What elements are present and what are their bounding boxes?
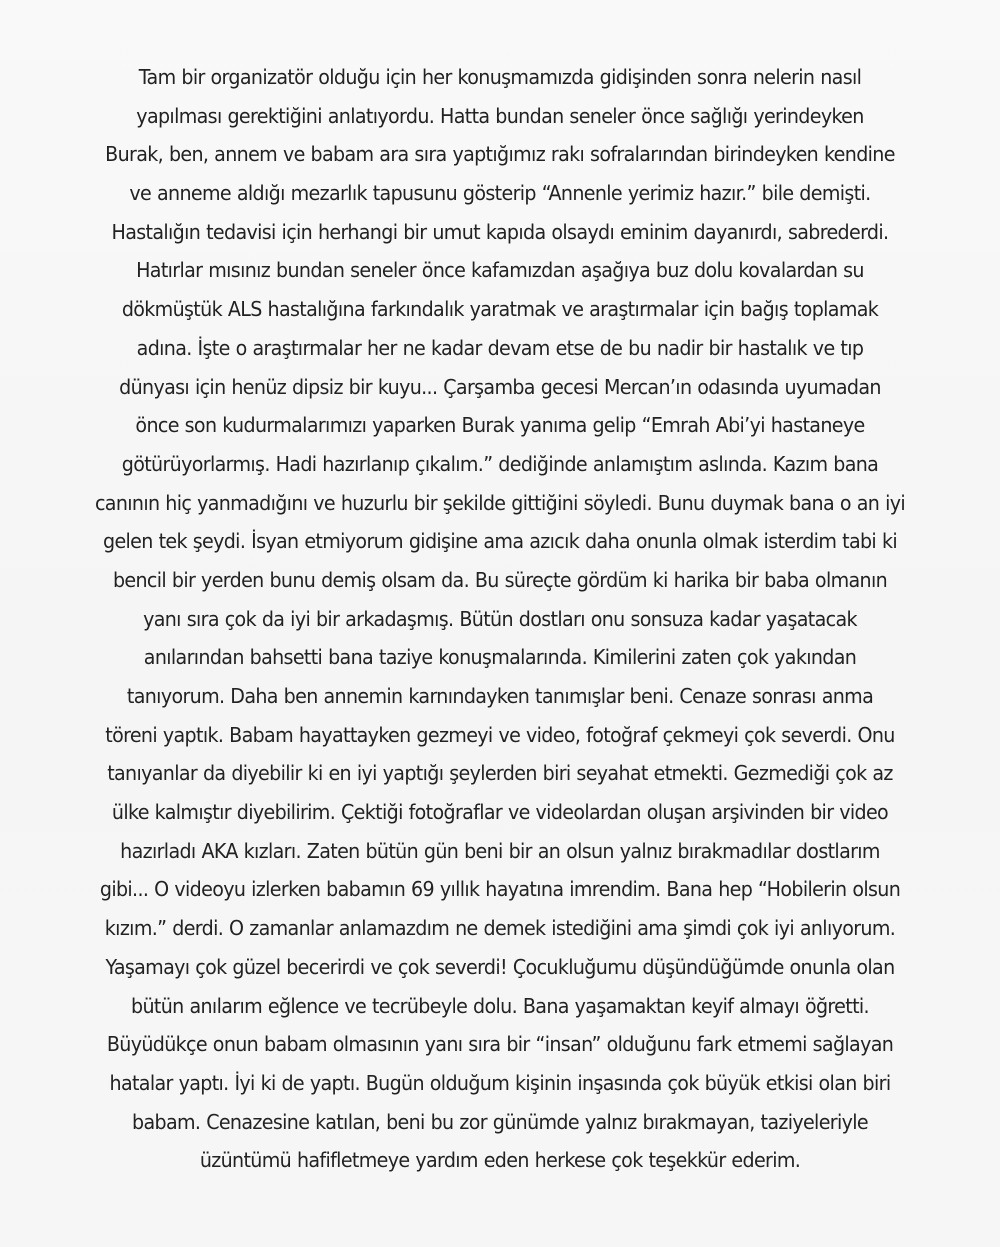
text-line: töreni yaptık. Babam hayattayken gezmeyi ve video, fotoğraf çekmeyi çok severdi. Onu bbox=[105, 722, 895, 747]
text-line: Burak, ben, annem ve babam ara sıra yaptığımız rakı sofralarından birindeyken kendine bbox=[105, 142, 895, 167]
text-line: yanı sıra çok da iyi bir arkadaşmış. Bütün dostları onu sonsuza kadar yaşatacak bbox=[143, 606, 857, 631]
text-line: ve anneme aldığı mezarlık tapusunu gösterip “Annenle yerimiz hazır.” bile demişti. bbox=[129, 181, 871, 206]
statement-text bbox=[0, 58, 1000, 1180]
text-line: Tam bir organizatör olduğu için her konuşmamızda gidişinden sonra nelerin nasıl bbox=[138, 65, 862, 89]
text-line: anılarından bahsetti bana taziye konuşmalarında. Kimilerini zaten çok yakından bbox=[143, 645, 857, 670]
text-line: üzüntümü hafifletmeye yardım eden herkese çok teşekkür ederim. bbox=[199, 1148, 801, 1173]
text-line: Hastalığın tedavisi için herhangi bir umut kapıda olsaydı eminim dayanırdı, sabrederdi. bbox=[111, 219, 889, 244]
text-line: önce son kudurmalarımızı yaparken Burak yanıma gelip “Emrah Abi’yi hastaneye bbox=[135, 413, 865, 438]
text-line: tanıyorum. Daha ben annemin karnındayken tanımışlar beni. Cenaze sonrası anma bbox=[126, 684, 874, 708]
text-line: dökmüştük ALS hastalığına farkındalık yaratmak ve araştırmalar için bağış toplamak bbox=[121, 297, 879, 322]
text-line: dünyası için henüz dipsiz bir kuyu... Çarşamba gecesi Mercan’ın odasında uyumadan bbox=[119, 374, 881, 399]
text-line: bencil bir yerden bunu demiş olsam da. Bu süreçte gördüm ki harika bir baba olmanın bbox=[112, 567, 888, 592]
text-line: ülke kalmıştır diyebilirim. Çektiği fotoğraflar ve videolardan oluşan arşivinden bir video bbox=[111, 800, 889, 825]
text-line: tanıyanlar da diyebilir ki en iyi yaptığı şeylerden biri seyahat etmekti. Gezmediği çok az bbox=[107, 761, 893, 786]
text-line: götürüyorlarmış. Hadi hazırlanıp çıkalım.” dediğinde anlamıştım aslında. Kazım bana bbox=[121, 451, 879, 476]
text-line: gibi... O videoyu izlerken babamın 69 yıllık hayatına imrendim. Bana hep “Hobilerin olsun bbox=[99, 877, 901, 902]
text-line: Yaşamayı çok güzel becerirdi ve çok severdi! Çocukluğumu düşündüğümde onunla olan bbox=[105, 954, 895, 979]
text-line: hatalar yaptı. İyi ki de yaptı. Bugün olduğum kişinin inşasında çok büyük etkisi olan biri bbox=[109, 1070, 891, 1095]
text-line: yapılması gerektiğini anlatıyordu. Hatta bundan seneler önce sağlığı yerindeyken bbox=[136, 103, 864, 128]
text-line: canının hiç yanmadığını ve huzurlu bir şekilde gittiğini söyledi. Bunu duymak bana o an iyi bbox=[94, 490, 906, 515]
text-line: hazırladı AKA kızları. Zaten bütün gün beni bir an olsun yalnız bırakmadılar dostlarım bbox=[120, 838, 880, 863]
text-line: kızım.” derdi. O zamanlar anlamazdım ne demek istediğini ama şimdi çok iyi anlıyorum. bbox=[104, 916, 896, 941]
text-line: adına. İşte o araştırmalar her ne kadar devam etse de bu nadir bir hastalık ve tıp bbox=[136, 335, 864, 360]
text-line: Büyüdükçe onun babam olmasının yanı sıra bir “insan” olduğunu fark etmemi sağlayan bbox=[106, 1032, 894, 1057]
text-line: Hatırlar mısınız bundan seneler önce kafamızdan aşağıya buz dolu kovalardan su bbox=[136, 258, 864, 283]
text-line: babam. Cenazesine katılan, beni bu zor günümde yalnız bırakmayan, taziyeleriyle bbox=[132, 1109, 868, 1134]
text-line: bütün anılarım eğlence ve tecrübeyle dolu. Bana yaşamaktan keyif almayı öğretti. bbox=[131, 993, 869, 1018]
text-line: gelen tek şeydi. İsyan etmiyorum gidişine ama azıcık daha onunla olmak isterdim tabi ki bbox=[103, 529, 897, 554]
